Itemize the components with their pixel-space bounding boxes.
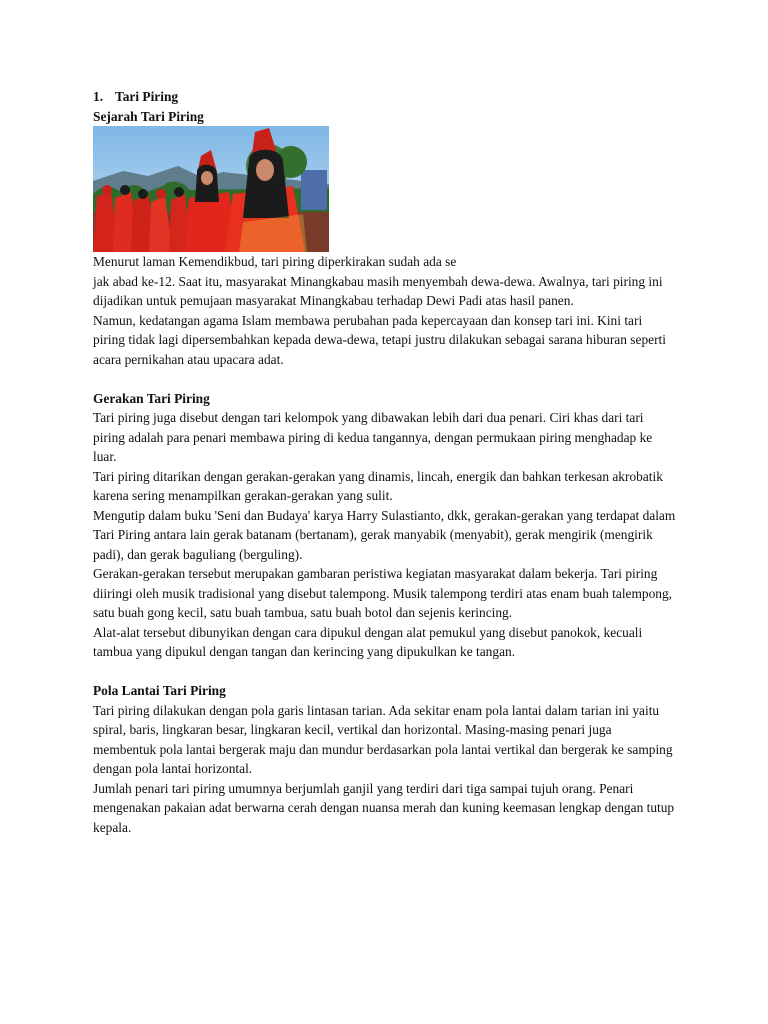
document-title (93, 87, 677, 107)
sejarah-heading: Sejarah Tari Piring (93, 108, 204, 124)
title-number: 1. (93, 89, 104, 104)
sejarah-paragraph: jak abad ke-12. Saat itu, masyarakat Minangkabau masih menyembah dewa-dewa. Awalnya, tari piring ini dijadikan untuk pemujaan masyarakat Minangkabau terhadap Dewi Padi atas hasil panen. (93, 273, 663, 308)
title-text: Tari Piring (115, 89, 179, 104)
gerakan-paragraph: Tari piring ditarikan dengan gerakan-gerakan yang dinamis, lincah, energik dan bahkan terkesan akrobatik karena sering menampilkan gerakan-gerakan yang sulit. (93, 468, 663, 503)
sejarah-paragraph: Namun, kedatangan agama Islam membawa perubahan pada kepercayaan dan konsep tari ini. Kini tari piring tidak lagi dipersembahkan kepada dewa-dewa, tetapi justru dilakukan sebagai sarana hiburan seperti acara pernikahan atau upacara adat. (93, 312, 666, 367)
gerakan-paragraph: Alat-alat tersebut dibunyikan dengan cara dipukul dengan alat pemukul yang disebut panokok, kecuali tambua yang dipukul dengan tangan dan kerincing yang dipukulkan ke tangan. (93, 624, 643, 659)
background-dancers (93, 185, 193, 252)
gerakan-paragraph: Tari piring juga disebut dengan tari kelompok yang dibawakan lebih dari dua penari. Ciri khas dari tari piring adalah para penari membawa piring di kedua tangannya, dengan permukaan piring menghadap ke luar. (93, 410, 653, 464)
section-gap (93, 369, 677, 389)
photo-building (301, 170, 327, 210)
dancers-photo (93, 126, 329, 252)
sejarah-paragraph: Menurut laman Kemendikbud, tari piring diperkirakan sudah ada se (93, 254, 457, 269)
gerakan-paragraph: Gerakan-gerakan tersebut merupakan gambaran peristiwa kegiatan masyarakat dalam bekerja. Tari piring diiringi oleh musik tradisional yang disebut talempong. Musik talempong terdiri atas enam buah talempong, satu buah gong kecil, satu buah tambua, satu buah botol dan sejenis kerincing. (93, 566, 673, 620)
pola-paragraph: Tari piring dilakukan dengan pola garis lintasan tarian. Ada sekitar enam pola lantai dalam tarian ini yaitu spiral, baris, lingkaran besar, lingkaran kecil, vertikal dan horizontal. Masing-masing penari juga membentuk pola lantai bergerak maju dan mundur berdasarkan pola lantai vertikal dan bergerak ke samping dengan pola lantai horizontal. (93, 702, 673, 776)
document-content (93, 87, 677, 837)
section-gap (93, 662, 677, 682)
gerakan-heading: Gerakan Tari Piring (93, 390, 210, 406)
gerakan-paragraph: Mengutip dalam buku 'Seni dan Budaya' karya Harry Sulastianto, dkk, gerakan-gerakan yang terdapat dalam Tari Piring antara lain gerak batanam (bertanam), gerak manyabik (menyabit), gerak mengirik (mengirik padi), dan gerak baguliang (berguling). (93, 507, 676, 562)
pola-heading: Pola Lantai Tari Piring (93, 683, 226, 698)
pola-paragraph: Jumlah penari tari piring umumnya berjumlah ganjil yang terdiri dari tiga sampai tujuh orang. Penari mengenakan pakaian adat berwarna cerah dengan nuansa merah dan kuning keemasan lengkap dengan tutup kepala. (93, 780, 675, 835)
